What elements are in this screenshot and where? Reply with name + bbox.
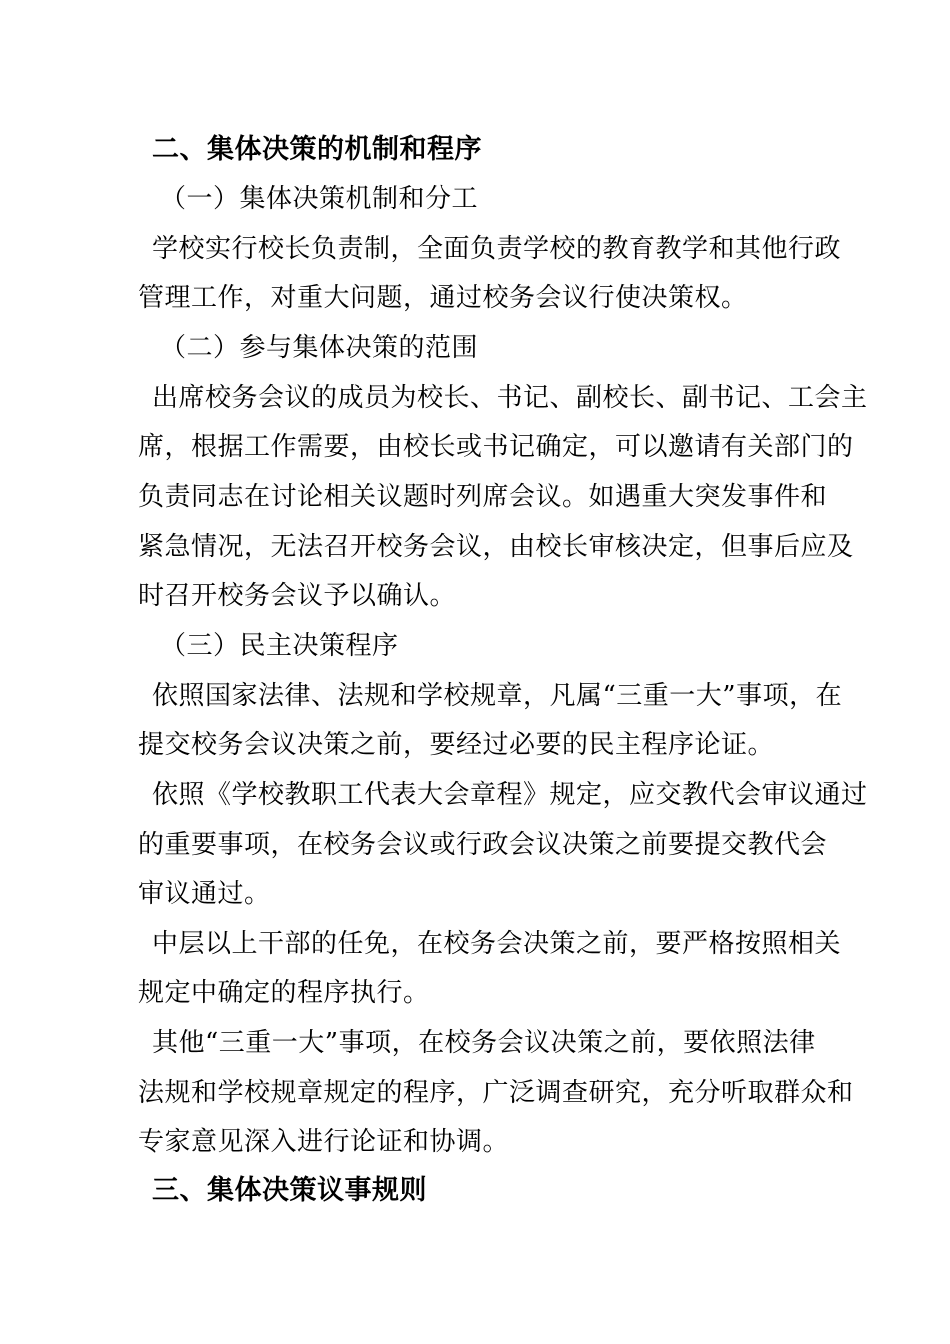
paragraph-1-line-1: 学校实行校长负责制，全面负责学校的教育教学和其他行政 [152,234,842,264]
paragraph-4-line-1: 依照《学校教职工代表大会章程》规定，应交教代会审议通过 [152,780,868,810]
section-heading-3: 三、集体决策议事规则 [152,1175,427,1206]
paragraph-6-line-1: 其他“三重一大”事项，在校务会议决策之前，要依照法律 [152,1028,816,1058]
paragraph-1-line-2: 管理工作，对重大问题，通过校务会议行使决策权。 [138,283,748,313]
subsection-heading-2: （二）参与集体决策的范围 [160,333,479,363]
section-heading-2: 二、集体决策的机制和程序 [152,134,482,165]
paragraph-5-line-1: 中层以上干部的任免，在校务会决策之前，要严格按照相关 [152,929,842,959]
paragraph-3-line-1: 依照国家法律、法规和学校规章，凡属“三重一大”事项，在 [152,681,843,711]
paragraph-4-line-2: 的重要事项，在校务会议或行政会议决策之前要提交教代会 [138,830,828,860]
paragraph-2-line-5: 时召开校务会议予以确认。 [138,581,457,611]
paragraph-2-line-4: 紧急情况，无法召开校务会议，由校长审核决定，但事后应及 [138,532,854,562]
paragraph-2-line-3: 负责同志在讨论相关议题时列席会议。如遇重大突发事件和 [138,482,828,512]
paragraph-2-line-2: 席，根据工作需要，由校长或书记确定，可以邀请有关部门的 [138,432,854,462]
paragraph-5-line-2: 规定中确定的程序执行。 [138,978,430,1008]
subsection-heading-3: （三）民主决策程序 [160,631,399,661]
paragraph-6-line-2: 法规和学校规章规定的程序，广泛调查研究，充分听取群众和 [138,1078,854,1108]
paragraph-3-line-2: 提交校务会议决策之前，要经过必要的民主程序论证。 [138,730,775,760]
paragraph-6-line-3: 专家意见深入进行论证和协调。 [138,1127,510,1157]
subsection-heading-1: （一）集体决策机制和分工 [160,184,479,214]
paragraph-2-line-1: 出席校务会议的成员为校长、书记、副校长、副书记、工会主 [152,383,868,413]
paragraph-4-line-3: 审议通过。 [138,879,271,909]
